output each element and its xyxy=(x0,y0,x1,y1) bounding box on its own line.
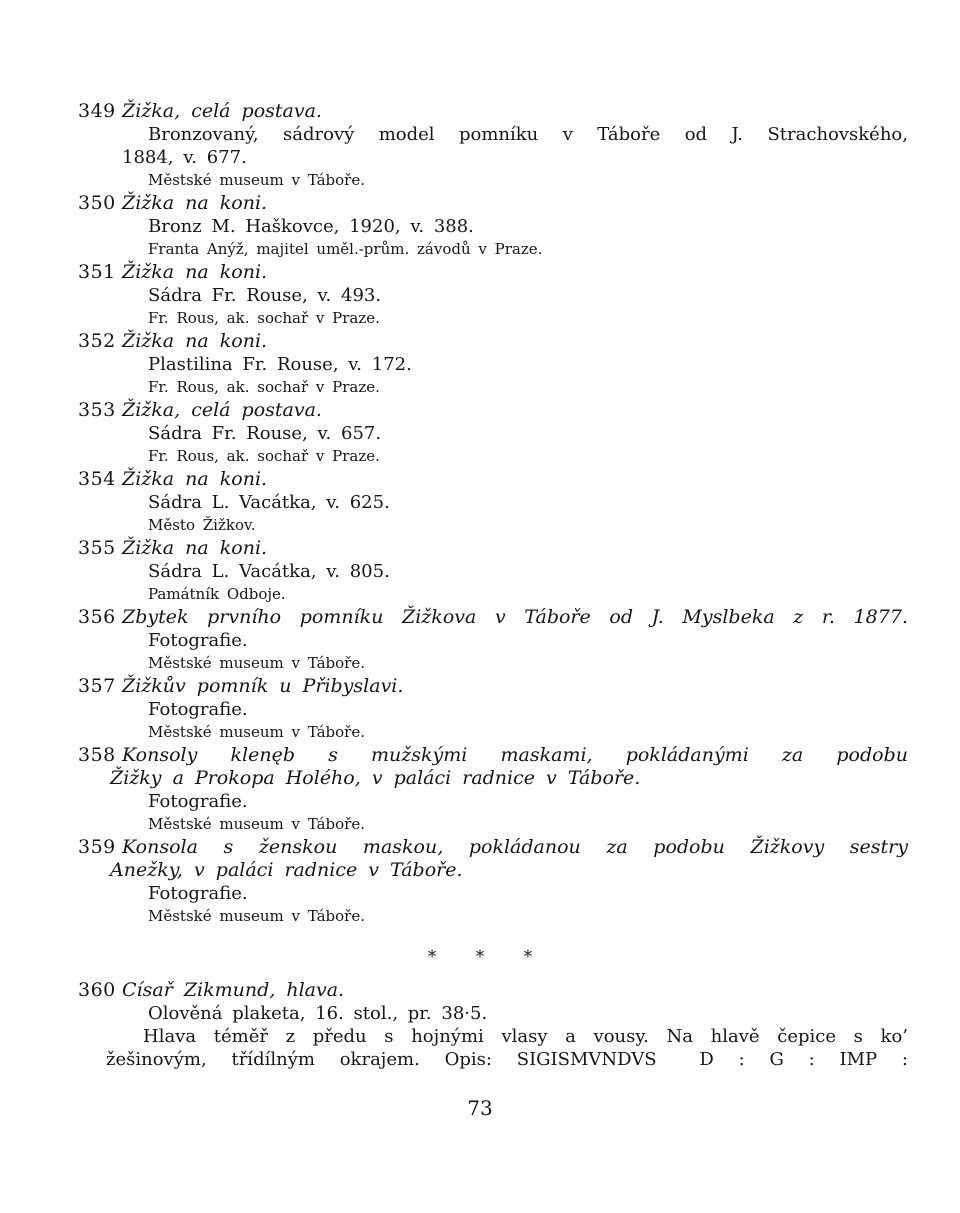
entry-credit: Město Žižkov. xyxy=(148,516,256,534)
entry-title: Žižka na koni. xyxy=(122,330,268,352)
entry-heading xyxy=(0,744,908,767)
entry-credit: Fr. Rous, ak. sochař v Praze. xyxy=(148,309,380,327)
entry-heading xyxy=(0,675,908,698)
entry-description: Hlava téměř z předu s hojnými vlasy a vousy. Na hlavě čepice s ko’ xyxy=(143,1026,908,1047)
entry-number: 360 xyxy=(78,979,116,1001)
catalog-entry-357 xyxy=(0,675,908,744)
entry-description: Sádra Fr. Rouse, v. 657. xyxy=(148,423,382,444)
catalog-entry-355 xyxy=(0,537,908,606)
entry-heading xyxy=(0,330,908,353)
entry-number: 359 xyxy=(78,836,116,858)
entry-title: Žižka, celá postava. xyxy=(122,399,322,421)
catalog-entry-349 xyxy=(0,100,908,192)
entry-description: Sádra L. Vacátka, v. 625. xyxy=(148,492,390,513)
entry-description: Fotografie. xyxy=(148,630,248,651)
entry-description: Bronz M. Haškovce, 1920, v. 388. xyxy=(148,216,474,237)
entry-number: 354 xyxy=(78,468,116,490)
entry-description: Sádra Fr. Rouse, v. 493. xyxy=(148,285,382,306)
entry-heading xyxy=(0,537,908,560)
entry-number: 356 xyxy=(78,606,116,628)
entry-credit: Městské museum v Táboře. xyxy=(148,723,365,741)
section-separator-asterisks: * * * xyxy=(427,947,533,967)
entry-description: Bronzovaný, sádrový model pomníku v Táboře od J. Strachovského, xyxy=(148,124,908,145)
entry-title: Konsoly klenęb s mužskými maskami, pokládanými za podobu xyxy=(122,744,908,766)
entry-title: Žižka na koni. xyxy=(122,261,268,283)
entry-description: Plastilina Fr. Rouse, v. 172. xyxy=(148,354,412,375)
entry-title: Žižka na koni. xyxy=(122,468,268,490)
entry-credit: Městské museum v Táboře. xyxy=(148,171,365,189)
entry-heading xyxy=(0,979,908,1002)
entry-title: Císař Zikmund, hlava. xyxy=(122,979,345,1001)
page-number: 73 xyxy=(467,1096,493,1120)
entry-number: 352 xyxy=(78,330,116,352)
entry-heading xyxy=(0,399,908,422)
entry-number: 358 xyxy=(78,744,116,766)
entry-description: Olověná plaketa, 16. stol., pr. 38·5. xyxy=(148,1003,488,1024)
entry-credit: Městské museum v Táboře. xyxy=(148,654,365,672)
entry-description: Fotografie. xyxy=(148,883,248,904)
catalog-entry-351 xyxy=(0,261,908,330)
entry-title: Žižka na koni. xyxy=(122,537,268,559)
catalog-entry-356 xyxy=(0,606,908,675)
entry-credit: Franta Anýž, majitel uměl.-prům. závodů v Praze. xyxy=(148,240,543,258)
entry-title: Konsola s ženskou maskou, pokládanou za podobu Žižkovy sestry xyxy=(122,836,908,858)
entry-description: Fotografie. xyxy=(148,699,248,720)
entry-credit: Městské museum v Táboře. xyxy=(148,907,365,925)
entry-credit: Městské museum v Táboře. xyxy=(148,815,365,833)
entry-title: Žižkův pomník u Přibyslavi. xyxy=(122,675,404,697)
catalog-entry-352 xyxy=(0,330,908,399)
entry-number: 357 xyxy=(78,675,116,697)
catalog-entry-358 xyxy=(0,744,908,836)
entry-description: Fotografie. xyxy=(148,791,248,812)
entry-title-continued: Žižky a Prokopa Holého, v paláci radnice v Táboře. xyxy=(110,767,641,789)
entry-title: Zbytek prvního pomníku Žižkova v Táboře od J. Myslbeka z r. 1877. xyxy=(122,606,908,628)
entry-heading xyxy=(0,836,908,859)
entry-description: 1884, v. 677. xyxy=(122,147,247,168)
entry-title-continued: Anežky, v paláci radnice v Táboře. xyxy=(110,859,463,881)
entry-number: 353 xyxy=(78,399,116,421)
entry-heading xyxy=(0,468,908,491)
catalog-entry-360 xyxy=(0,979,908,1071)
catalog-entry-350 xyxy=(0,192,908,261)
entry-title: Žižka, celá postava. xyxy=(122,100,322,122)
entry-heading xyxy=(0,606,908,629)
entry-heading xyxy=(0,192,908,215)
entry-number: 350 xyxy=(78,192,116,214)
entry-heading xyxy=(0,100,908,123)
catalog-entry-354 xyxy=(0,468,908,537)
entry-heading xyxy=(0,261,908,284)
entry-title: Žižka na koni. xyxy=(122,192,268,214)
entry-number: 351 xyxy=(78,261,116,283)
entry-credit: Památník Odboje. xyxy=(148,585,286,603)
catalog-entry-353 xyxy=(0,399,908,468)
entry-description: žešinovým, třídílným okrajem. Opis: SIGISMVNDVS D : G : IMP : xyxy=(106,1049,908,1070)
entry-number: 355 xyxy=(78,537,116,559)
entry-credit: Fr. Rous, ak. sochař v Praze. xyxy=(148,447,380,465)
entry-number: 349 xyxy=(78,100,116,122)
catalog-entry-359 xyxy=(0,836,908,928)
entry-credit: Fr. Rous, ak. sochař v Praze. xyxy=(148,378,380,396)
entry-description: Sádra L. Vacátka, v. 805. xyxy=(148,561,390,582)
